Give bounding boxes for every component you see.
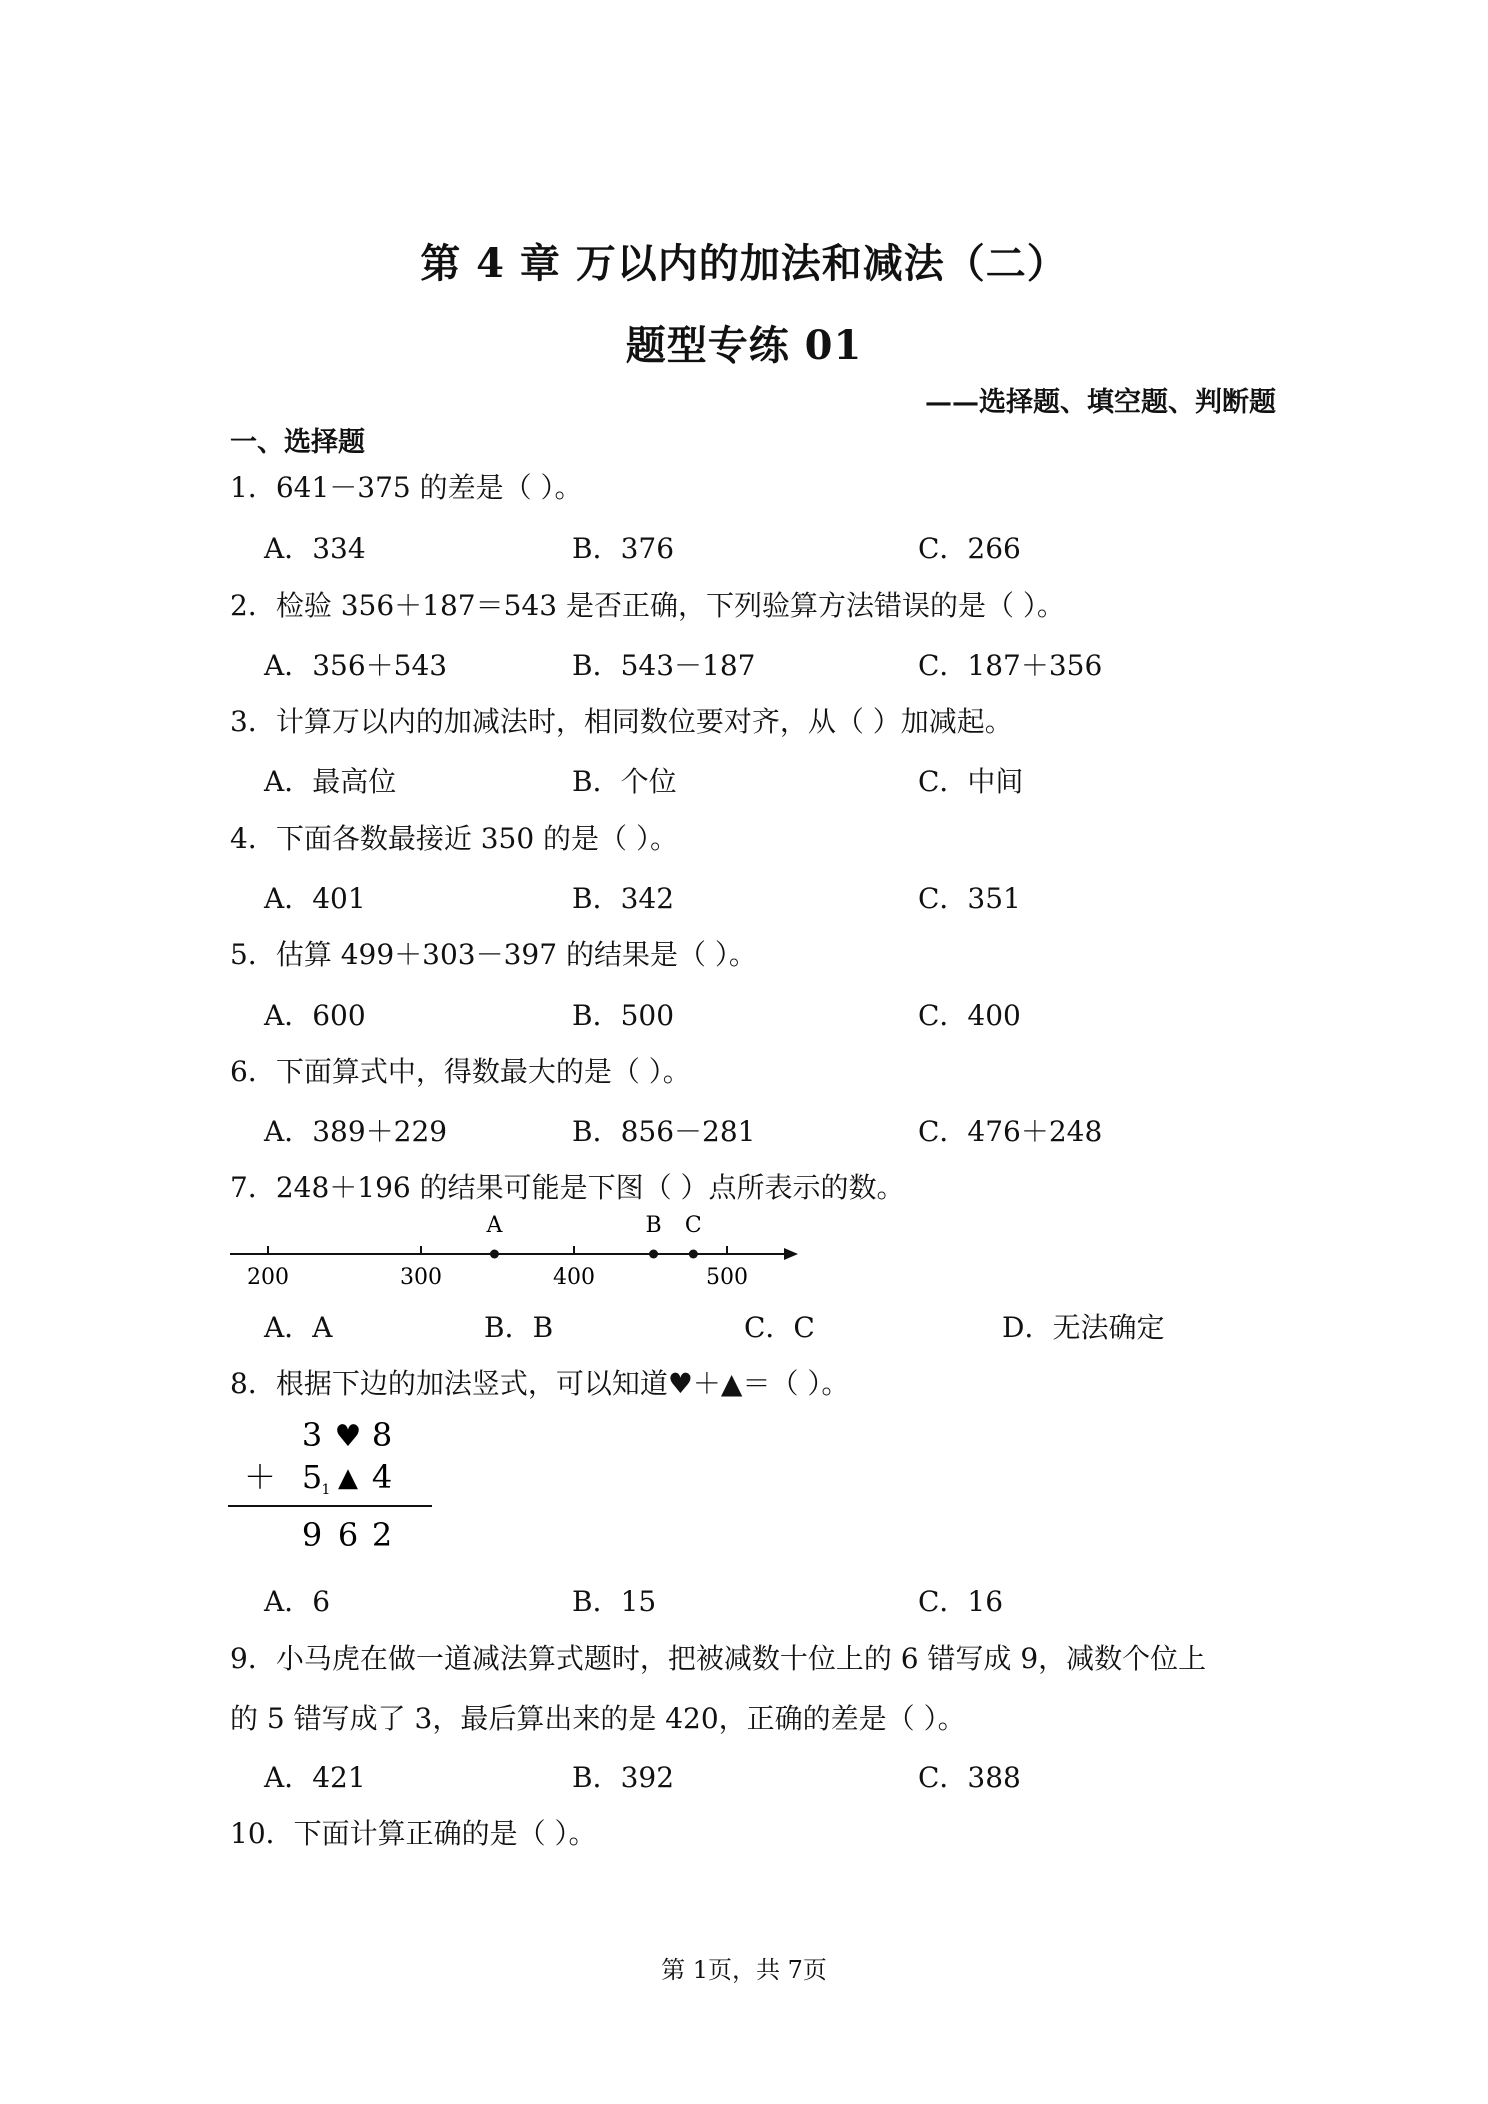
addend2-ones: 4 <box>371 1458 393 1496</box>
q1-option-a: A．334 <box>264 532 366 565</box>
question-4: 4．下面各数最接近 350 的是（ ）。 <box>230 822 678 855</box>
q9-option-c: C．388 <box>918 1761 1021 1794</box>
q3-option-a: A．最高位 <box>264 765 397 798</box>
question-1: 1．641－375 的差是（ ）。 <box>230 471 583 504</box>
vertical-addition <box>220 1412 450 1562</box>
q8-option-b: B．15 <box>572 1585 657 1618</box>
q2-option-c: C．187＋356 <box>918 649 1103 682</box>
section-heading: 一、选择题 <box>230 427 365 458</box>
number-line-point-label: B <box>645 1213 662 1238</box>
question-9-line-2: 的 5 错写成了 3，最后算出来的是 420，正确的差是（ ）。 <box>230 1702 966 1735</box>
q6-option-b: B．856－281 <box>572 1115 756 1148</box>
q7-option-c: C．C <box>744 1311 815 1344</box>
q2-option-b: B．543－187 <box>572 649 756 682</box>
q3-option-b: B．个位 <box>572 765 677 798</box>
q6-option-c: C．476＋248 <box>918 1115 1103 1148</box>
question-6: 6．下面算式中，得数最大的是（ ）。 <box>230 1055 691 1088</box>
q2-option-a: A．356＋543 <box>264 649 448 682</box>
number-line-tick-label: 400 <box>553 1265 595 1290</box>
q8-option-a: A．6 <box>264 1585 331 1618</box>
q7-option-d: D．无法确定 <box>1002 1311 1165 1344</box>
triangle-icon: ▲ <box>338 1463 358 1493</box>
q7-option-a: A．A <box>264 1311 333 1344</box>
q6-option-a: A．389＋229 <box>264 1115 448 1148</box>
q9-option-a: A．421 <box>264 1761 366 1794</box>
q8-option-c: C．16 <box>918 1585 1004 1618</box>
sum-tens: 6 <box>337 1516 359 1554</box>
q4-option-b: B．342 <box>572 882 675 915</box>
q5-option-b: B．500 <box>572 999 675 1032</box>
sum-hundreds: 9 <box>301 1516 323 1554</box>
q4-option-c: C．351 <box>918 882 1021 915</box>
page-subtitle: 题型专练 01 <box>625 322 863 369</box>
sum-ones: 2 <box>371 1516 393 1554</box>
plus-sign: ＋ <box>243 1458 277 1496</box>
q1-option-b: B．376 <box>572 532 675 565</box>
q5-option-c: C．400 <box>918 999 1021 1032</box>
number-line-point-a <box>490 1250 499 1259</box>
number-line-point-c <box>689 1250 698 1259</box>
q4-option-a: A．401 <box>264 882 366 915</box>
q7-option-b: B．B <box>484 1311 554 1344</box>
addend1-hundreds: 3 <box>301 1416 323 1454</box>
page-footer: 第 1页，共 7页 <box>661 1956 827 1984</box>
number-line-tick-label: 300 <box>400 1265 442 1290</box>
heart-icon: ♥ <box>334 1419 362 1454</box>
question-3: 3．计算万以内的加减法时，相同数位要对齐，从（ ）加减起。 <box>230 705 1013 738</box>
question-5: 5．估算 499＋303－397 的结果是（ ）。 <box>230 938 757 971</box>
q5-option-a: A．600 <box>264 999 366 1032</box>
number-line-point-label: A <box>486 1213 503 1238</box>
question-7: 7．248＋196 的结果可能是下图（ ）点所表示的数。 <box>230 1171 905 1204</box>
page-title: 第 4 章 万以内的加法和减法（二） <box>420 240 1068 287</box>
question-10: 10．下面计算正确的是（ ）。 <box>230 1817 597 1850</box>
number-line-tick-label: 500 <box>706 1265 748 1290</box>
subtitle-note: ——选择题、填空题、判断题 <box>925 387 1276 418</box>
q9-option-b: B．392 <box>572 1761 675 1794</box>
q3-option-c: C．中间 <box>918 765 1024 798</box>
carry-digit: 1 <box>321 1482 331 1498</box>
question-9-line-1: 9．小马虎在做一道减法算式题时，把被减数十位上的 6 错写成 9，减数个位上 <box>230 1642 1207 1675</box>
number-line-tick-label: 200 <box>247 1265 289 1290</box>
addend2-hundreds: 5 <box>301 1458 323 1496</box>
question-2: 2．检验 356＋187＝543 是否正确，下列验算方法错误的是（ ）。 <box>230 589 1065 622</box>
number-line-arrow <box>784 1248 798 1260</box>
q1-option-c: C．266 <box>918 532 1021 565</box>
number-line-point-b <box>649 1250 658 1259</box>
addend1-ones: 8 <box>371 1416 393 1454</box>
question-8: 8．根据下边的加法竖式，可以知道♥＋▲＝（ ）。 <box>230 1367 850 1400</box>
number-line <box>220 1208 820 1292</box>
number-line-point-label: C <box>684 1213 702 1238</box>
